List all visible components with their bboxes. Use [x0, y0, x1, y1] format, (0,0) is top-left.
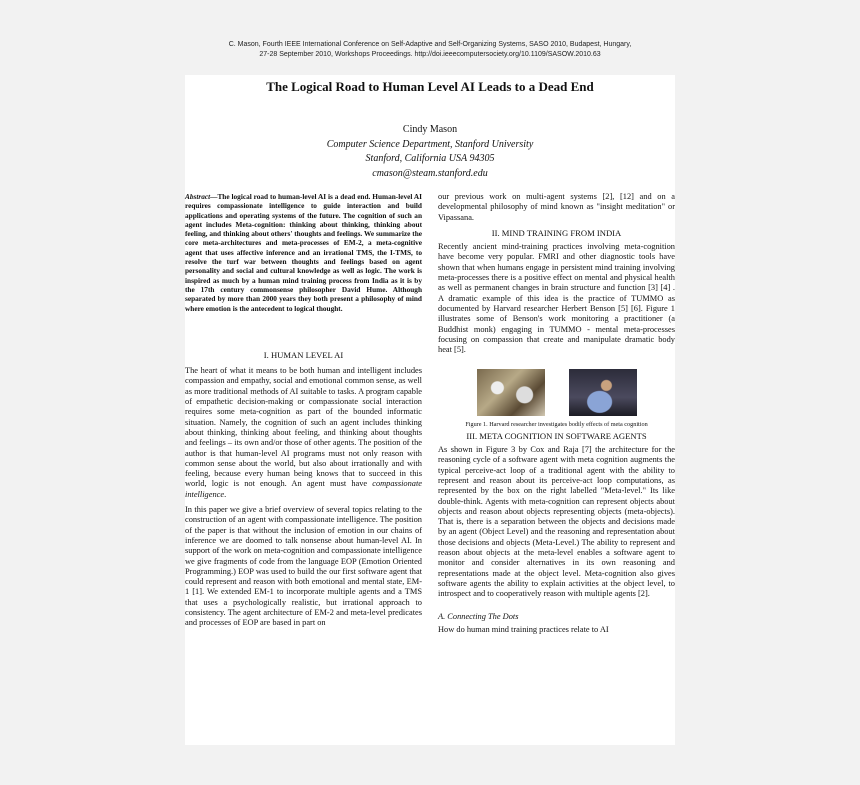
citation-line-1: C. Mason, Fourth IEEE International Conference on Self-Adaptive and Self-Organizing Systems, SASO 2010, Budapest, Hungary,	[228, 41, 632, 48]
author-name: Cindy Mason	[402, 124, 458, 135]
subsection-heading: A. Connecting The Dots	[438, 611, 519, 621]
section-1-paragraph-1-end: .	[224, 489, 227, 499]
section-1-paragraph-1-text: The heart of what it means to be both human and intelligent includes compassion and empathy, social and emotional common sense, as well as more traditional methods of AI suitable to tasks. A program capable of empathetic decision-making or compassionate social interaction requires some meta-cognition as part of the bounded informatic situation. Namely, the cognition of such an agent includes thinking about thinking, thinking about feeling, and thinking about thoughts and feelings – its own and/or those of other agents. The position of the author is that human-level AI programs must not only reason with common sense about the world, but also about irrationally and with feeling, because every human being knows that to succeed in this world, logic is not enough. An agent must have	[185, 366, 422, 489]
subsection-paragraph: How do human mind training practices relate to AI	[438, 624, 609, 634]
author-location: Stanford, California USA 94305	[365, 153, 495, 164]
right-intro-paragraph: our previous work on multi-agent systems [2], [12] and on a developmental philosophy of mind known as "insight meditation" or Vipassana.	[438, 192, 675, 222]
abstract-label: Abstract	[185, 192, 211, 201]
section-1-heading: I. HUMAN LEVEL AI	[263, 349, 344, 360]
section-3-heading: III. META COGNITION IN SOFTWARE AGENTS	[466, 430, 647, 441]
section-2-heading: II. MIND TRAINING FROM INDIA	[491, 227, 622, 238]
abstract	[185, 192, 422, 313]
paper-sheet	[185, 75, 675, 745]
author-email: cmason@steam.stanford.edu	[372, 167, 488, 179]
author-department: Computer Science Department, Stanford University	[326, 138, 534, 150]
citation-header	[150, 40, 710, 60]
section-2-paragraph: Recently ancient mind-training practices involving meta-cognition have become very popular. FMRI and other diagnostic tools have shown that when humans engage in persistent mind training involving meta-processes there is a positive effect on mental and physical health as well as permanent changes in brain structure and function [3] [4] . A dramatic example of this idea is the practice of TUMMO as documented by Harvard researcher Herbert Benson [5] [6]. Figure 1 illustrates some of Benson's work monitoring a practitioner (a Buddhist monk) engaging in TUMMO - mental meta-processes focusing on compassion that create and manipulate dramatic body heat [5].	[438, 242, 675, 355]
abstract-text: —The logical road to human-level AI is a dead end. Human-level AI requires compassionate intelligence to guide interaction and build applications and operating systems of the future. The cognition of such an agent includes Meta-cognition: thinking about thinking, thinking about feeling, and thinking about others' thoughts and feelings. We summarize the core meta-architectures and meta-processes of EM-2, a meta-cognitive agent that uses affective inference and an irrational TMS, the I-TMS, to resolve the turf war between thoughts and feelings based on agent personality and social and cultural knowledge as well as logic. The work is inspired as much by a human mind training process from India as it is by the 17th century commonsense philosopher David Hume. Although separated by more than 2000 years they both present a philosophy of mind where emotion is the antecedent to logical thought.	[185, 192, 422, 313]
figure-1-image-left	[477, 369, 545, 416]
figure-1-caption: Figure 1. Harvard researcher investigates bodily effects of meta cognition	[465, 421, 648, 429]
citation-line-2: 27-28 September 2010, Workshops Proceedings. http://doi.ieeecomputersociety.org/10.1109/SASOW.2010.63	[259, 51, 601, 58]
section-3-paragraph: As shown in Figure 3 by Cox and Raja [7] the architecture for the reasoning cycle of a software agent with meta cognition augments the typical perceive-act loop of a traditional agent with the ability to represent and reason about its perceive-act loop computations, as represented by the box on the right labelled "Meta-level." Its like double-think. Agents with meta-cognition can represent objects about objects and reason about objects representing objects (meta-objects). That is, there is a separation between the objects and decisions made by an agent (Object Level) and the reasoning and representation about those decisions and objects (Meta-Level.) The ability to represent and reason about objects at the meta-level enables a software agent to monitor and consider alternatives in its own reasoning and representations made at the object level. Meta-cognition also gives software agents the ability to explain activities at the object level, to introspect and to cooperatively reason with multiple agents [2].	[438, 445, 675, 599]
paper-title: The Logical Road to Human Level AI Leads to a Dead End	[266, 79, 594, 94]
section-1-paragraph-1	[185, 366, 422, 500]
figure-1-image-right	[569, 369, 637, 416]
left-column	[185, 192, 422, 629]
author-block	[185, 123, 675, 181]
section-1-paragraph-2: In this paper we give a brief overview of several topics relating to the construction of an agent with compassionate intelligence. The position of the paper is that without the inclusion of emotion in our chains of inference we are doomed to talk nonsense about human-level AI. In support of the work on meta-cognition and compassionate intelligence we give fragments of code from the language EOP (Emotion Oriented Programming.) EOP was used to build the our first software agent that could represent and reason with both emotional and mental state, EM-1 [1]. We extended EM-1 to incorporate multiple agents and a TMS that uses a psychologically realistic, but irrational approach to consistency. The agent architecture of EM-2 and meta-level predicates and processes of EOP are based in part on	[185, 505, 422, 628]
figure-1	[438, 369, 675, 416]
right-column	[438, 192, 675, 635]
emphasis-compassionate-intelligence: compassionate intelligence	[185, 479, 423, 499]
